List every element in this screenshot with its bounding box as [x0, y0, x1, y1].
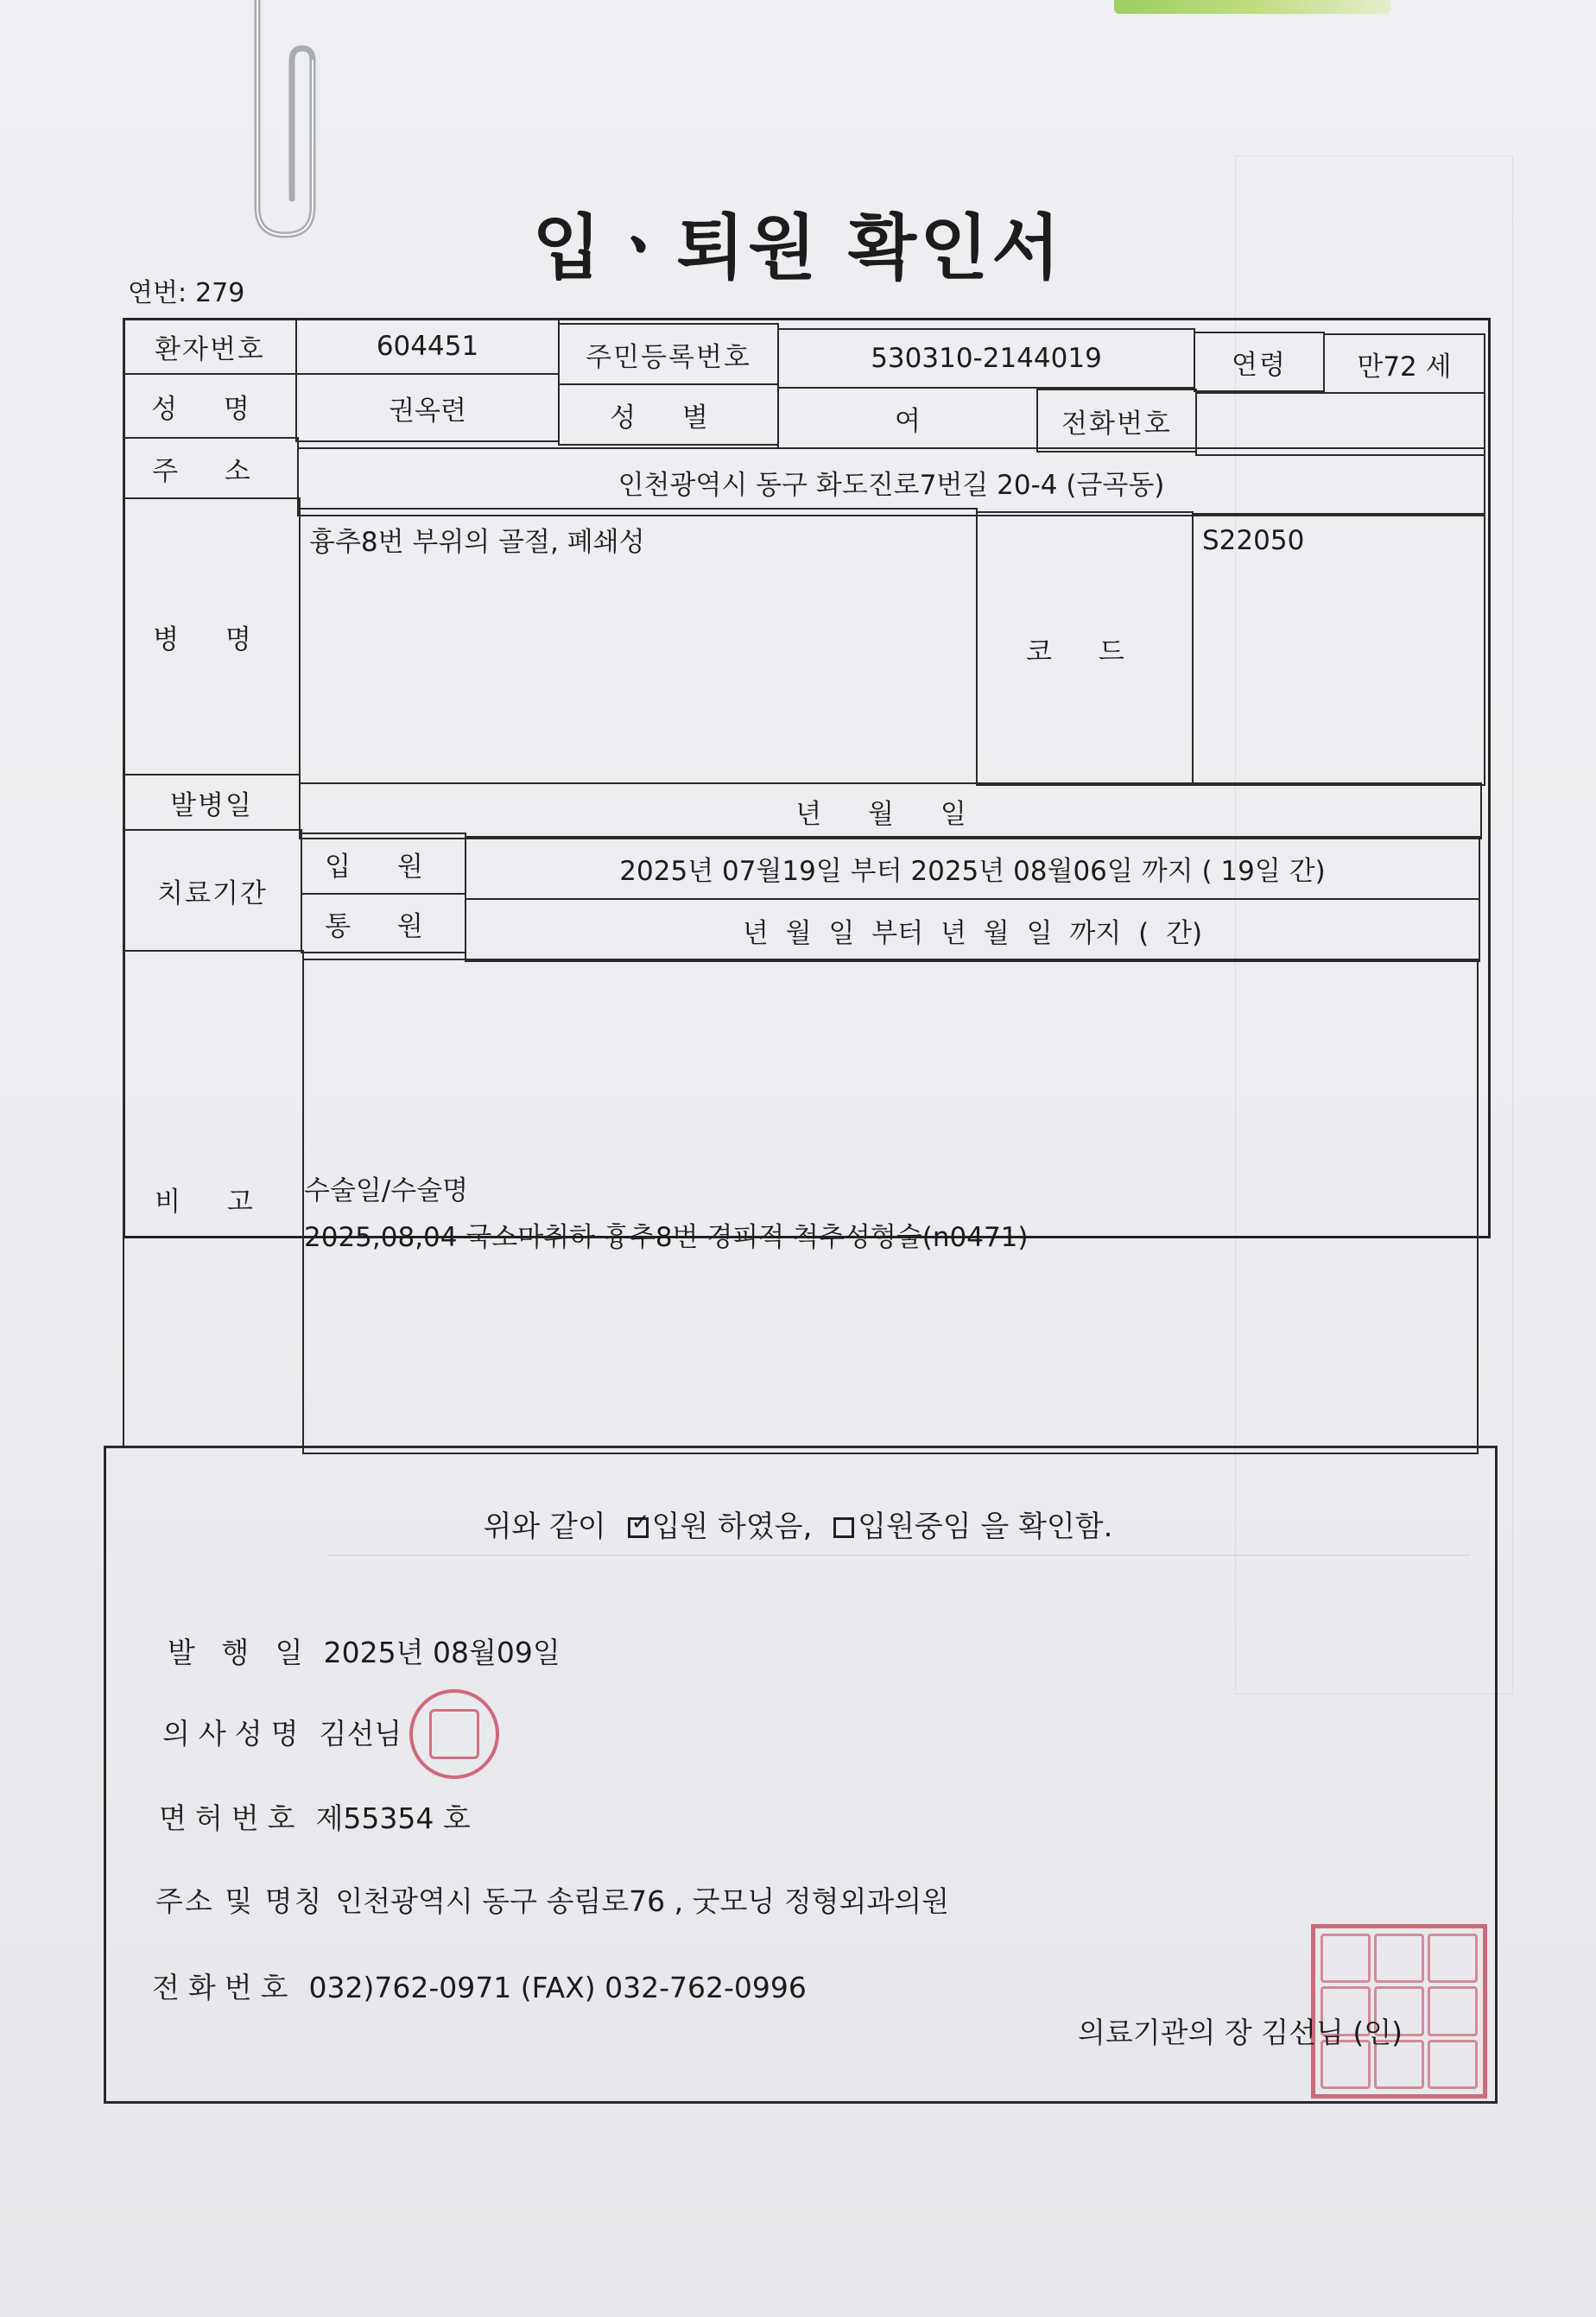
diagnosis-label: 병 명 [123, 497, 301, 775]
doctor-seal-stamp [409, 1689, 499, 1779]
address-label: 주 소 [123, 437, 299, 499]
diagnosis-value: 흉추8번 부위의 골절, 폐쇄성 [299, 508, 978, 784]
remarks-line-2: 2025,08,04 국소마취하 흉추8번 경피적 척추성형술(n0471) [304, 1222, 1029, 1253]
background-object [1114, 0, 1390, 14]
serial-number [128, 271, 244, 309]
doctor-row [162, 1712, 402, 1752]
name-label: 성 명 [123, 373, 297, 439]
inpatient-period: 2025년 07월19일 부터 2025년 08월06일 까지 ( 19일 간) [465, 836, 1480, 900]
confirmation-statement [0, 1503, 1596, 1545]
rrn-label: 주민등록번호 [558, 323, 779, 385]
license-value: 제55354 호 [315, 1801, 471, 1835]
clinic-phone-row [152, 1966, 807, 2006]
sex-value: 여 [777, 387, 1038, 449]
code-value: S22050 [1192, 513, 1485, 786]
issue-date-value: 2025년 08월09일 [323, 1636, 560, 1669]
address-value: 인천광역시 동구 화도진로7번길 20-4 (금곡동) [297, 447, 1485, 516]
name-value: 권옥련 [295, 373, 560, 442]
clinic-address-value: 인천광역시 동구 송림로76 , 굿모닝 정형외과의원 [335, 1884, 949, 1918]
rrn-value: 530310-2144019 [777, 328, 1195, 389]
issue-date-label: 발 행 일 [168, 1636, 312, 1669]
remarks-line-1: 수술일/수술명 [304, 1175, 469, 1206]
doctor-label: 의사성명 [162, 1717, 307, 1750]
outpatient-period: 년 월 일 부터 년 월 일 까지 ( 간) [465, 898, 1480, 962]
outpatient-label: 통 원 [301, 893, 466, 953]
sex-label: 성 별 [558, 383, 779, 446]
remarks-text [304, 1168, 1029, 1261]
confirmation-prefix: 위와 같이 [483, 1510, 606, 1544]
onset-label: 발병일 [123, 774, 301, 831]
document-title: 입ㆍ퇴원 확인서 [532, 207, 1064, 289]
doctor-name: 김선님 [319, 1717, 402, 1750]
serial-label: 연번: [128, 278, 187, 308]
confirmation-suffix: 을 확인함. [980, 1510, 1113, 1544]
treatment-label: 치료기간 [123, 829, 302, 952]
inpatient-label: 입 원 [301, 832, 466, 895]
license-row [159, 1796, 471, 1837]
checkbox-in-hospital[interactable] [833, 1517, 854, 1538]
patient-id-value: 604451 [295, 318, 560, 375]
code-label: 코 드 [976, 511, 1194, 786]
option-in-hospital: 입원중임 [858, 1510, 972, 1544]
onset-value: 년 월 일 [299, 782, 1482, 839]
issue-date-row [168, 1630, 560, 1671]
clinic-address-label: 주소 및 명칭 [155, 1884, 324, 1918]
patient-id-label: 환자번호 [123, 318, 297, 375]
license-label: 면허번호 [159, 1801, 304, 1835]
age-label: 연령 [1194, 332, 1325, 392]
checkbox-admitted[interactable] [628, 1517, 649, 1538]
clinic-phone-value: 032)762-0971 (FAX) 032-762-0996 [308, 1971, 807, 2004]
serial-value: 279 [195, 278, 245, 308]
phone-label: 전화번호 [1036, 389, 1197, 453]
remarks-label: 비 고 [123, 950, 304, 1447]
phone-value [1195, 392, 1485, 456]
option-admitted: 입원 하였음, [651, 1510, 813, 1544]
age-value: 만72 세 [1323, 333, 1485, 394]
clinic-phone-label: 전화번호 [152, 1971, 297, 2004]
clinic-address-row [155, 1879, 949, 1920]
clinic-head-signature: 의료기관의 장 김선님 (인) [1078, 2016, 1403, 2049]
